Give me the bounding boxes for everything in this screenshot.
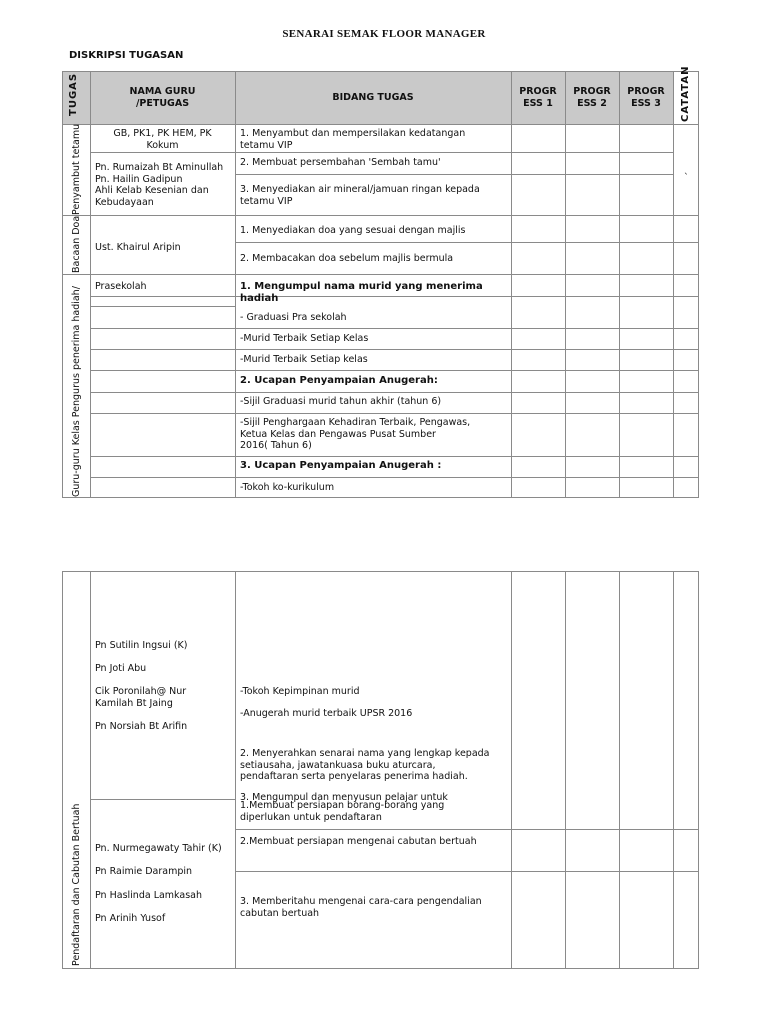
- grid-line: [565, 71, 566, 498]
- header-bidang-tugas: BIDANG TUGAS: [332, 92, 414, 103]
- guru-hadiah-2-1: Pn Sutilin Ingsui (K): [95, 640, 188, 651]
- bidang-hadiah-4: -Murid Terbaik Setiap kelas: [240, 354, 368, 365]
- grid-line: [62, 215, 699, 216]
- bidang-penyambut-3: 3. Menyediakan air mineral/jamuan ringan kepada tetamu VIP: [240, 184, 480, 207]
- grid-line: [62, 274, 699, 275]
- bidang-doa-2: 2. Membacakan doa sebelum majlis bermula: [240, 253, 454, 264]
- bidang-hadiah-9: -Tokoh ko-kurikulum: [240, 482, 335, 493]
- grid-line: [565, 571, 566, 969]
- header-progress-1: PROGR ESS 1: [519, 86, 557, 109]
- bidang-penyambut-2: 2. Membuat persembahan 'Sembah tamu': [240, 157, 441, 168]
- grid-line: [235, 871, 699, 872]
- grid-line: [62, 968, 699, 969]
- grid-line: [698, 571, 699, 969]
- grid-line: [673, 71, 674, 498]
- guru-cabutan-2: Pn Raimie Darampin: [95, 866, 193, 877]
- grid-line: [90, 799, 235, 800]
- grid-line: [90, 456, 699, 457]
- tugas-hadiah: Guru-guru Kelas Pengurus penerima hadiah/: [71, 286, 82, 497]
- grid-line: [235, 242, 699, 243]
- header-progress-3: PROGR ESS 3: [627, 86, 665, 109]
- header-nama-guru: NAMA GURU /PETUGAS: [129, 86, 196, 109]
- bidang-hadiah-2-2: -Anugerah murid terbaik UPSR 2016: [240, 708, 413, 719]
- grid-line: [90, 152, 673, 153]
- grid-line: [619, 71, 620, 498]
- grid-line: [62, 124, 699, 125]
- guru-hadiah-2-2: Pn Joti Abu: [95, 663, 147, 674]
- grid-line: [62, 71, 63, 498]
- section-subtitle: DISKRIPSI TUGASAN: [69, 50, 184, 61]
- header-catatan: CATATAN: [680, 65, 691, 122]
- bidang-hadiah-2-3: 2. Menyerahkan senarai nama yang lengkap kepada setiausaha, jawatankuasa buku aturcara, pendaftaran serta penyelaras penerima hadiah.: [240, 748, 490, 782]
- bidang-hadiah-2: - Graduasi Pra sekolah: [240, 312, 347, 323]
- grid-line: [235, 829, 699, 830]
- bidang-hadiah-3: -Murid Terbaik Setiap Kelas: [240, 333, 369, 344]
- bidang-hadiah-2-1: -Tokoh Kepimpinan murid: [240, 686, 360, 697]
- grid-line: [90, 328, 699, 329]
- grid-line: [90, 413, 699, 414]
- guru-hadiah-2-4: Pn Norsiah Bt Arifin: [95, 721, 188, 732]
- bidang-hadiah-7: -Sijil Penghargaan Kehadiran Terbaik, Pengawas, Ketua Kelas dan Pengawas Pusat Sumber 2016( Tahun 6): [240, 417, 471, 451]
- guru-hadiah-2-3: Cik Poronilah@ Nur Kamilah Bt Jaing: [95, 686, 187, 709]
- grid-line: [62, 497, 699, 498]
- grid-line: [90, 349, 699, 350]
- grid-line: [62, 571, 63, 969]
- bidang-hadiah-8: 3. Ucapan Penyampaian Anugerah :: [240, 460, 442, 471]
- grid-line: [235, 571, 236, 969]
- bidang-hadiah-6: -Sijil Graduasi murid tahun akhir (tahun 6): [240, 396, 442, 407]
- bidang-cabutan-3: 3. Memberitahu mengenai cara-cara pengendalian cabutan bertuah: [240, 896, 482, 919]
- grid-line: [511, 571, 512, 969]
- guru-cabutan-4: Pn Arinih Yusof: [95, 913, 166, 924]
- bidang-doa-1: 1. Menyediakan doa yang sesuai dengan majlis: [240, 225, 466, 236]
- grid-line: [90, 392, 699, 393]
- grid-line: [235, 174, 673, 175]
- bidang-hadiah-5: 2. Ucapan Penyampaian Anugerah:: [240, 375, 438, 386]
- grid-line: [90, 370, 699, 371]
- grid-line: [698, 71, 699, 498]
- guru-doa: Ust. Khairul Aripin: [95, 242, 181, 253]
- bidang-cabutan-2: 2.Membuat persiapan mengenai cabutan bertuah: [240, 836, 477, 847]
- grid-line: [90, 477, 699, 478]
- bidang-cabutan-1: 1.Membuat persiapan borang-borang yang diperlukan untuk pendaftaran: [240, 800, 445, 823]
- grid-line: [235, 71, 236, 498]
- tugas-cabutan: Pendaftaran dan Cabutan Bertuah: [71, 803, 82, 966]
- tugas-penyambut: Penyambut tetamu: [71, 123, 82, 215]
- header-tugas: TUGAS: [68, 72, 79, 116]
- bidang-hadiah-2-4: 3. Mengumpul dan menyusun pelajar untuk: [240, 792, 448, 803]
- grid-line: [90, 71, 91, 498]
- tugas-doa: Bacaan Doa: [71, 215, 82, 273]
- header-progress-2: PROGR ESS 2: [573, 86, 611, 109]
- bidang-hadiah-1: 1. Mengumpul nama murid yang menerima hadiah: [240, 281, 483, 304]
- page-title: SENARAI SEMAK FLOOR MANAGER: [282, 28, 486, 40]
- grid-line: [90, 306, 235, 307]
- grid-line: [62, 71, 699, 72]
- guru-cabutan-3: Pn Haslinda Lamkasah: [95, 890, 203, 901]
- grid-line: [90, 571, 91, 969]
- guru-pentadbir: GB, PK1, PK HEM, PK Kokum: [113, 128, 212, 151]
- guru-penyambut: Pn. Rumaizah Bt Aminullah Pn. Hailin Gadipun Ahli Kelab Kesenian dan Kebudayaan: [95, 162, 224, 208]
- catatan-mark: ˎ: [684, 164, 689, 175]
- bidang-penyambut-1: 1. Menyambut dan mempersilakan kedatangan tetamu VIP: [240, 128, 466, 151]
- grid-line: [511, 71, 512, 498]
- grid-line: [619, 571, 620, 969]
- grid-line: [62, 571, 699, 572]
- guru-hadiah: Prasekolah: [95, 281, 147, 292]
- grid-line: [673, 571, 674, 969]
- guru-cabutan-1: Pn. Nurmegawaty Tahir (K): [95, 843, 222, 854]
